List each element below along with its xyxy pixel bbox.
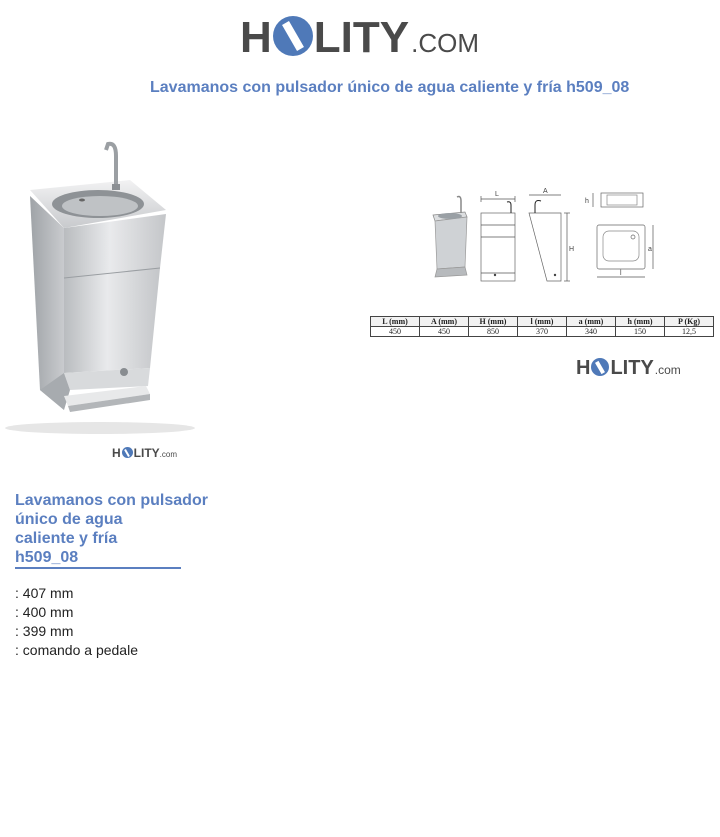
spec-value-l: 370 — [518, 327, 567, 337]
holity-logo[interactable] — [240, 12, 479, 68]
attribute-item: : 400 mm — [15, 604, 74, 620]
logo-letter-h: H — [576, 357, 591, 379]
spec-header-a: a (mm) — [567, 317, 616, 327]
spec-header-P: P (Kg) — [665, 317, 714, 327]
logo-o-icon — [591, 358, 609, 376]
specs-header-row — [371, 317, 714, 327]
drawing-label-a: a — [648, 246, 652, 253]
specs-table — [370, 316, 714, 337]
logo-suffix: .com — [159, 450, 178, 459]
logo-letters: LITY — [133, 446, 160, 460]
spec-value-L: 450 — [371, 327, 420, 337]
product-title-line: único de agua — [15, 511, 123, 528]
attribute-item: : 407 mm — [15, 585, 74, 601]
spec-header-h: h (mm) — [616, 317, 665, 327]
spec-value-P: 12,5 — [665, 327, 714, 337]
spec-header-H: H (mm) — [469, 317, 518, 327]
spec-header-A: A (mm) — [420, 317, 469, 327]
spec-value-h: 150 — [616, 327, 665, 337]
spec-value-a: 340 — [567, 327, 616, 337]
spec-header-l: l (mm) — [518, 317, 567, 327]
spec-value-A: 450 — [420, 327, 469, 337]
logo-o-icon — [273, 16, 313, 56]
drawing-label-H: H — [569, 246, 575, 253]
logo-suffix: .com — [654, 363, 681, 377]
spec-header-L: L (mm) — [371, 317, 420, 327]
title-underline — [15, 567, 181, 569]
logo-letters: LITY — [313, 13, 410, 62]
attribute-item: : comando a pedale — [15, 642, 138, 658]
specs-value-row — [371, 327, 714, 337]
logo-letters: LITY — [610, 357, 654, 379]
page-title: Lavamanos con pulsador único de agua caliente y fría h509_08 — [150, 79, 630, 96]
drawing-label-A: A — [543, 188, 548, 195]
product-photo — [0, 128, 200, 438]
logo-letter-h: H — [240, 13, 272, 62]
drawing-label-l: l — [620, 270, 622, 277]
attribute-item: : 399 mm — [15, 623, 74, 639]
logo-letter-h: H — [112, 446, 121, 460]
drawing-label-h: h — [585, 198, 589, 205]
product-title-line: caliente y fría — [15, 530, 118, 547]
logo-o-icon — [122, 447, 133, 458]
product-title-line: Lavamanos con pulsador — [15, 492, 208, 509]
spec-value-H: 850 — [469, 327, 518, 337]
drawing-label-L: L — [495, 191, 499, 198]
product-title — [15, 491, 215, 567]
product-title-line: h509_08 — [15, 549, 79, 566]
holity-logo-small[interactable] — [112, 446, 177, 462]
logo-suffix: .COM — [411, 28, 479, 58]
holity-logo-mid[interactable] — [576, 356, 681, 382]
product-attributes — [15, 584, 138, 660]
technical-drawing — [425, 185, 675, 285]
